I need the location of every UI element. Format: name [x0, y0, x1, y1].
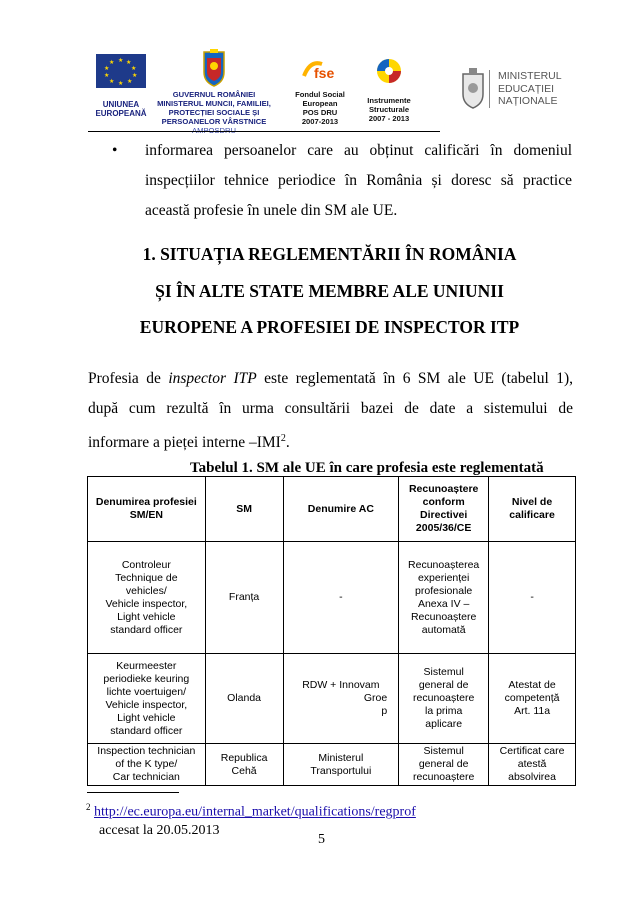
- col-header-sm: SM: [205, 477, 283, 542]
- table-row: [88, 542, 576, 654]
- bullet-line: informarea persoanelor care au obținut calificări în domeniul: [145, 142, 572, 159]
- cell-level: Atestat de competență Art. 11a: [489, 654, 576, 744]
- section-heading: 1. SITUAȚIA REGLEMENTĂRII ÎN ROMÂNIA ȘI ÎN ALTE STATE MEMBRE ALE UNIUNII EUROPENE A PROFESIEI DE INSPECTOR ITP: [139, 244, 520, 337]
- table-caption: Tabelul 1. SM ale UE în care profesia este reglementată: [190, 460, 544, 476]
- government-label: GUVERNUL ROMÂNIEI MINISTERUL MUNCII, FAMILIEI, PROTECȚIEI SOCIALE ȘI PERSOANELOR VÂRSTNICE: [157, 90, 271, 126]
- cell-recognition: Recunoașterea experienței profesionale Anexa IV – Recunoaștere automată: [399, 542, 489, 654]
- cell-ac: RDW + Innovam Groe p: [283, 654, 399, 744]
- table-row: [88, 744, 576, 786]
- eu-label: UNIUNEA EUROPEANĂ: [95, 100, 147, 118]
- cell-sm: Olanda: [205, 654, 283, 744]
- cell-level: Certificat care atestă absolvirea: [489, 744, 576, 786]
- structural-instruments-label: Instrumente Structurale 2007 - 2013: [367, 96, 411, 123]
- table-row: [88, 654, 576, 744]
- cell-profession: Keurmeester periodieke keuring lichte voertuigen/ Vehicle inspector, Light vehicle standard officer: [88, 654, 206, 744]
- footnote: [86, 798, 576, 840]
- intro-paragraph: Profesia de inspector ITP este reglementată în 6 SM ale UE (tabelul 1), după cum rezultă în urma consultării bazei de date a sistemului de informare a pieței interne –IMI$^2$.: [88, 370, 573, 452]
- cell-sm: Franța: [205, 542, 283, 654]
- romania-coat-of-arms-icon: [199, 48, 229, 88]
- cell-sm: Republica Cehă: [205, 744, 283, 786]
- col-header-level: Nivel de calificare: [489, 477, 576, 542]
- fse-label: Fondul Social European POS DRU 2007-2013: [295, 90, 345, 126]
- col-header-ac: Denumire AC: [283, 477, 399, 542]
- footnote-link[interactable]: http://ec.europa.eu/internal_market/qualifications/regprof: [94, 804, 416, 820]
- bullet-line: această profesie în unele din SM ale UE.: [145, 202, 398, 219]
- cell-ac: Ministerul Transportului: [283, 744, 399, 786]
- footnote-divider: [87, 792, 179, 793]
- eu-flag-icon: ★ ★ ★ ★ ★ ★ ★ ★ ★ ★: [96, 54, 146, 88]
- ministry-education-crest-icon: [460, 66, 486, 110]
- bullet-marker: •: [112, 142, 118, 159]
- page-number: 5: [318, 832, 325, 847]
- structural-instruments-logo-icon: [372, 56, 406, 86]
- cell-recognition: Sistemul general de recunoaștere: [399, 744, 489, 786]
- cell-recognition: Sistemul general de recunoaștere la prima aplicare: [399, 654, 489, 744]
- cell-level: -: [489, 542, 576, 654]
- fse-logo-icon: [300, 56, 338, 84]
- header-logos: [0, 0, 638, 135]
- footnote-number: 2: [86, 802, 91, 812]
- footnote-accessed: accesat la 20.05.2013: [99, 822, 220, 838]
- bullet-line: inspecțiilor tehnice periodice în România și doresc să practice: [145, 172, 572, 189]
- col-header-recognition: Recunoaștere conform Directivei 2005/36/CE: [399, 477, 489, 542]
- bullet-text: [145, 136, 572, 226]
- regulation-table: [87, 476, 576, 786]
- cell-profession: Inspection technician of the K type/ Car technician: [88, 744, 206, 786]
- table-header-row: [88, 477, 576, 542]
- header-divider: [88, 131, 440, 132]
- cell-profession: Controleur Technique de vehicles/ Vehicle inspector, Light vehicle standard officer: [88, 542, 206, 654]
- ministry-education-label: MINISTERUL EDUCAȚIEI NAȚIONALE: [489, 70, 588, 108]
- col-header-profession: Denumirea profesiei SM/EN: [88, 477, 206, 542]
- svg-text:fse: fse: [314, 65, 335, 81]
- cell-ac: -: [283, 542, 399, 654]
